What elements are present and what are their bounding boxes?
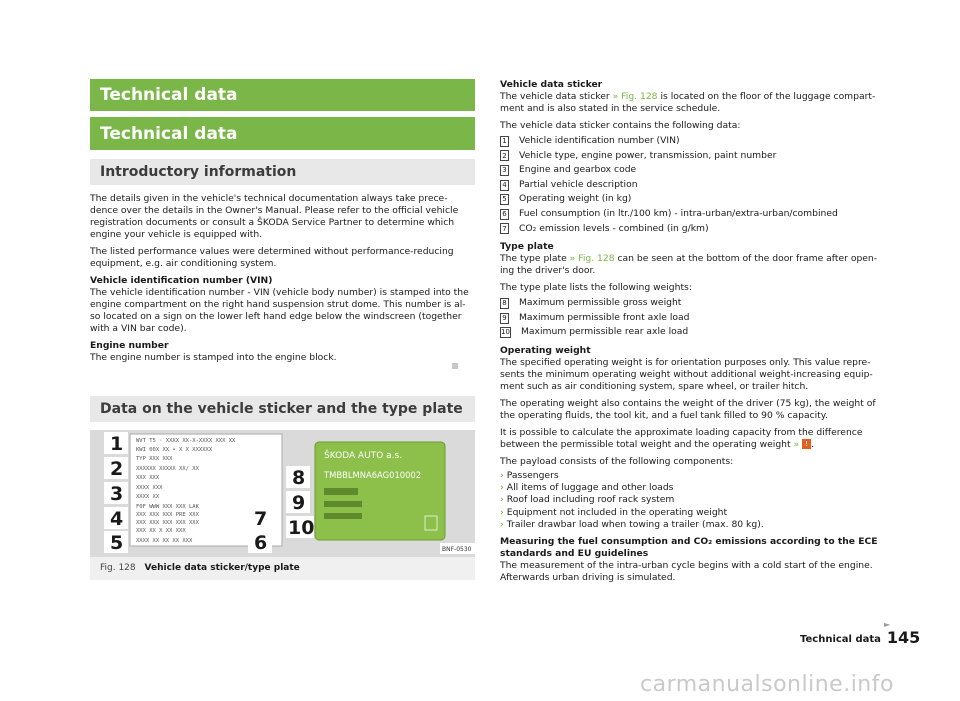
list-item — [500, 325, 890, 340]
fig-ref-link[interactable]: » Fig. 128 — [612, 91, 658, 102]
page-number: 145 — [886, 628, 921, 647]
number-box: 9 — [500, 313, 509, 324]
page-footer — [800, 628, 920, 647]
opweight-heading: Operating weight — [500, 344, 591, 356]
callout-9: 9 — [292, 492, 306, 514]
figure-number: Fig. 128 — [100, 563, 136, 573]
list-item-text: Roof load including roof rack system — [506, 494, 675, 506]
list-item-text: Vehicle type, engine power, transmission, paint number — [519, 149, 777, 161]
list-item-text: Equipment not included in the operating weight — [506, 506, 728, 518]
list-item — [500, 192, 890, 207]
plate-paragraph — [500, 241, 890, 277]
opweight-paragraph-2: The operating weight also contains the weight of the driver (75 kg), the weight of the operating fluids, the tool kit, and a fuel tank filled to 90 % capacity. — [500, 397, 876, 421]
list-item-text: Engine and gearbox code — [519, 164, 637, 176]
list-item-text: Passengers — [506, 469, 559, 481]
chapter-band — [90, 79, 475, 111]
list-item — [500, 482, 890, 494]
figure-illustration — [90, 430, 475, 557]
intro-paragraph-1: The details given in the vehicle's technical documentation always take prece-dence over the details in the Owner's Manual. Please refer to the official vehicle registration documents or consult a ŠKODA Service Partner to determine which engine your vehicle is equipped with. — [90, 193, 459, 240]
callout-5: 5 — [110, 532, 124, 554]
engine-paragraph — [90, 340, 475, 364]
list-item-text: CO₂ emission levels - combined (in g/km) — [519, 222, 709, 234]
chevron-right-icon: › — [500, 469, 504, 481]
list-item — [500, 163, 890, 178]
callout-6: 6 — [254, 532, 268, 554]
list-item — [500, 134, 890, 149]
list-item — [500, 207, 890, 222]
svg-text:XXX XX X XX XXX: XXX XX X XX XXX — [136, 528, 186, 534]
list-item-text: Partial vehicle description — [519, 178, 638, 190]
figure-title: Vehicle data sticker/type plate — [144, 563, 300, 573]
right-column — [500, 79, 890, 589]
sticker-text-a: The vehicle data sticker — [500, 91, 613, 102]
left-column — [90, 79, 475, 369]
list-item — [500, 519, 890, 531]
number-box: 8 — [500, 298, 509, 309]
footer-title: Technical data — [800, 634, 881, 645]
svg-text:XXX XXX: XXX XXX — [136, 475, 160, 481]
plate-vin: TMBBLMNA6AG010002 — [324, 470, 422, 480]
chevron-right-icon: › — [500, 482, 504, 494]
list-item — [500, 222, 890, 237]
sticker-text-b: is located on the floor of the luggage compart-ment and is also stated in the service schedule. — [500, 91, 876, 114]
engine-heading: Engine number — [90, 340, 169, 351]
fuel-paragraph — [500, 536, 890, 584]
figure-image — [90, 430, 475, 557]
sticker-list — [500, 134, 890, 236]
chevron-right-icon: › — [500, 506, 504, 518]
list-item-text: All items of luggage and other loads — [506, 482, 674, 494]
engine-text: The engine number is stamped into the engine block. — [90, 352, 337, 363]
callout-2: 2 — [110, 458, 124, 480]
payload-list — [500, 470, 890, 531]
list-item — [500, 311, 890, 326]
opweight-paragraph-1 — [500, 345, 890, 393]
list-item — [500, 296, 890, 311]
opweight-text-3: It is possible to calculate the approximate loading capacity from the difference between the permissible total weight and the operating weight — [500, 426, 863, 450]
watermark-text: carmanualsonline.info — [640, 672, 894, 697]
number-box: 10 — [501, 328, 510, 337]
sticker-paragraph — [500, 79, 890, 115]
svg-text:XXXX XX: XXXX XX — [136, 494, 160, 500]
sticker-heading: Vehicle data sticker — [500, 79, 603, 90]
number-box: 3 — [500, 165, 509, 176]
list-item-text: Maximum permissible front axle load — [519, 311, 690, 323]
list-item-text: Fuel consumption (in ltr./100 km) - intra-urban/extra-urban/combined — [519, 207, 838, 219]
chapter-title: Technical data — [100, 85, 238, 105]
callout-10: 10 — [288, 517, 315, 539]
plate-heading: Type plate — [500, 241, 554, 253]
svg-text:XXX XXX XXX PRE XXX: XXX XXX XXX PRE XXX — [136, 512, 199, 518]
plate-text-a: The type plate — [500, 253, 570, 265]
list-item-text: Maximum permissible rear axle load — [521, 326, 689, 338]
warning-icon[interactable]: ! — [802, 439, 811, 449]
list-item — [500, 149, 890, 164]
number-box: 4 — [500, 180, 509, 191]
opweight-paragraph-3: It is possible to calculate the approximate loading capacity from the difference between the permissible total weight and the operating weight » ! . — [500, 426, 863, 450]
vin-paragraph — [90, 275, 475, 335]
section-end-marker — [452, 363, 458, 369]
opweight-text-1: The specified operating weight is for orientation purposes only. This value repre-sents the minimum operating weight without additional weight-increasing equip-ment such as air conditioning system, spare wheel, or trailer hitch. — [500, 356, 873, 392]
number-box: 6 — [500, 209, 509, 220]
callout-1: 1 — [110, 433, 124, 455]
figure-128 — [90, 430, 475, 580]
svg-text:TYP XXX XXX: TYP XXX XXX — [136, 456, 173, 462]
svg-text:XXX XXX XXX XXX XXX: XXX XXX XXX XXX XXX — [136, 520, 199, 526]
subsection-band-intro — [90, 159, 475, 185]
chevron-right-icon: › — [500, 494, 504, 506]
figure-code: BNF-0530 — [442, 546, 472, 553]
list-item-text: Maximum permissible gross weight — [519, 297, 682, 309]
list-item — [500, 178, 890, 193]
callout-8: 8 — [292, 467, 306, 489]
section-title: Technical data — [100, 123, 238, 144]
plate-list — [500, 296, 890, 340]
fuel-heading: Measuring the fuel consumption and CO₂ emissions according to the ECE standards and EU guidelines — [500, 535, 878, 559]
list-item-text: Vehicle identification number (VIN) — [519, 135, 680, 146]
intro-paragraph-2: The listed performance values were determined without performance-reducing equipment, e.g. air conditioning system. — [90, 246, 454, 269]
subsection-band-sticker — [90, 396, 475, 422]
svg-text:KWI 00X XX • X X XXXXXX: KWI 00X XX • X X XXXXXX — [136, 447, 213, 453]
list-item-text: Trailer drawbar load when towing a trailer (max. 80 kg). — [506, 518, 764, 530]
number-box: 2 — [500, 150, 509, 161]
figure-caption — [90, 563, 300, 573]
number-box: 1 — [500, 136, 509, 147]
callout-4: 4 — [110, 508, 124, 530]
continue-arrow-icon: ► — [884, 620, 891, 629]
chevron-right-icon: › — [500, 518, 504, 530]
list-item — [500, 470, 890, 482]
svg-text:WVT T5 · XXXX XX-X-XXXX XXX XX: WVT T5 · XXXX XX-X-XXXX XXX XX — [136, 438, 236, 444]
number-box: 7 — [500, 223, 509, 234]
subsection-title-sticker: Data on the vehicle sticker and the type plate — [100, 401, 463, 417]
section-band — [90, 117, 475, 150]
list-item-text: Operating weight (in kg) — [519, 193, 632, 205]
sticker-intro: The vehicle data sticker contains the following data: — [500, 120, 741, 131]
warning-ref-link[interactable]: » — [793, 438, 800, 450]
vin-text: The vehicle identification number - VIN (vehicle body number) is stamped into the engine compartment on the right hand suspension strut dome. This number is al-so located on a sign on the lower left hand edge below the windscreen (together with a VIN bar code). — [90, 287, 469, 334]
list-item — [500, 507, 890, 519]
svg-text:F0F WWW XXX XXX LAK: F0F WWW XXX XXX LAK — [136, 504, 199, 510]
svg-text:XXXXXX XXXXX XX/ XX: XXXXXX XXXXX XX/ XX — [136, 466, 199, 472]
plate-intro: The type plate lists the following weights: — [500, 282, 692, 294]
payload-intro: The payload consists of the following components: — [500, 455, 734, 467]
fuel-text: The measurement of the intra-urban cycle begins with a cold start of the engine. Afterwards urban driving is simulated. — [500, 559, 873, 583]
callout-7: 7 — [254, 508, 268, 530]
svg-text:XXXX XX XX XX XXX: XXXX XX XX XX XXX — [136, 538, 193, 544]
fig-ref-link[interactable]: » Fig. 128 — [569, 253, 615, 265]
plate-text-b: can be seen at the bottom of the door frame after open-ing the driver's door. — [500, 253, 878, 277]
list-item — [500, 494, 890, 506]
vin-heading: Vehicle identification number (VIN) — [90, 275, 273, 286]
subsection-title-intro: Introductory information — [100, 164, 297, 180]
plate-brand: ŠKODA AUTO a.s. — [324, 451, 403, 461]
svg-text:XXXX XXX: XXXX XXX — [136, 485, 163, 491]
number-box: 5 — [500, 194, 509, 205]
callout-3: 3 — [110, 483, 124, 505]
